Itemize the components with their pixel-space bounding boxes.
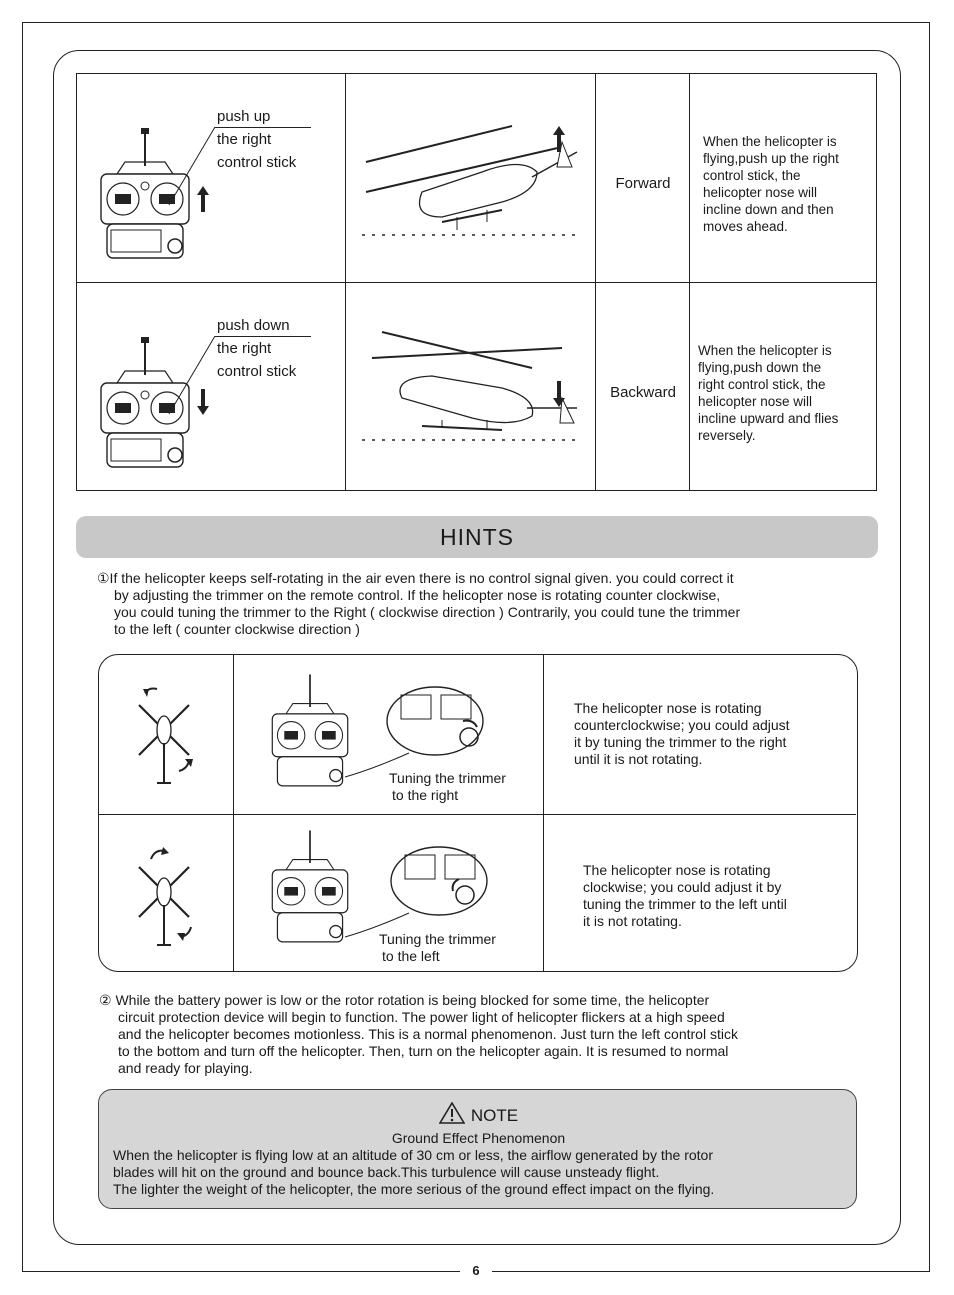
note-body: When the helicopter is flying low at an altitude of 30 cm or less, the airflow generated by the rotor blades will hit on the ground and bounce back.This turbulence will cause unsteady flight. The lighter the weight of the helicopter, the more serious of the ground effect impact on the flying.: [113, 1147, 715, 1197]
trimmer-description: The helicopter nose is rotating counterclockwise; you could adjust it by tuning the trimmer to the right until it is not rotating.: [574, 700, 790, 767]
row-divider: [99, 814, 856, 815]
remote-control-icon: [265, 827, 355, 947]
arrow-up-icon: [553, 126, 565, 152]
trimmer-caption: Tuning the trimmer to the right: [389, 770, 506, 803]
note-title: NOTE: [99, 1102, 858, 1126]
trimmer-table: [98, 654, 858, 972]
direction-description: When the helicopter is flying,push up the right control stick, the helicopter nose will incline down and then moves ahead.: [703, 134, 839, 234]
remote-control-icon: [265, 671, 355, 791]
trimmer-caption: Tuning the trimmer to the left: [379, 931, 496, 964]
stick-instruction: push up the right control stick: [217, 108, 297, 171]
hints-header: [76, 516, 878, 558]
direction-label: Forward: [615, 175, 671, 192]
control-row-backward: [77, 282, 876, 491]
arrow-down-icon: [553, 381, 565, 407]
leader-line: [167, 336, 217, 416]
label-underline: [215, 336, 311, 337]
helicopter-top-view-icon: [129, 683, 199, 793]
leader-line: [167, 127, 217, 207]
hint-paragraph-1: ①If the helicopter keeps self-rotating in the air even there is no control signal given. you could correct it by adjusting the trimmer on the remote control. If the helicopter nose is rotating counter clockwise, you could tuning the trimmer to the Right ( clockwise direction ) Contrarily, you could tune the trimmer to the left ( counter clockwise direction ): [97, 570, 741, 637]
note-box: [98, 1089, 857, 1209]
direction-label: Backward: [610, 384, 676, 401]
helicopter-top-view-icon: [129, 845, 199, 955]
helicopter-forward-illustration: [362, 122, 582, 242]
hint-paragraph-2: ② While the battery power is low or the rotor rotation is being blocked for some time, the helicopter circuit protection device will begin to function. The power light of helicopter flickers at a high speed and the helicopter becomes motionless. This is a normal phenomenon. Just turn the left control stick to the bottom and turn off the helicopter. Then, turn on the helicopter again. It is resumed to normal and ready for playing.: [99, 992, 738, 1076]
page-number: 6: [460, 1262, 492, 1280]
direction-description: When the helicopter is flying,push down the right control stick, the helicopter nose will incline upward and flies reversely.: [698, 343, 839, 443]
hints-title: HINTS: [440, 524, 514, 550]
control-row-forward: [77, 74, 876, 282]
control-table: [76, 73, 877, 491]
column-divider: [543, 655, 544, 971]
warning-icon: [439, 1102, 465, 1124]
trimmer-description: The helicopter nose is rotating clockwise; you could adjust it by tuning the trimmer to the left until it is not rotating.: [583, 862, 787, 929]
stick-instruction: push down the right control stick: [217, 317, 297, 380]
helicopter-backward-illustration: [362, 328, 582, 448]
trimmer-zoom-icon: [389, 845, 489, 917]
column-divider: [233, 655, 234, 971]
trimmer-zoom-icon: [385, 685, 485, 757]
note-subtitle: Ground Effect Phenomenon: [391, 1130, 566, 1146]
label-underline: [215, 127, 311, 128]
